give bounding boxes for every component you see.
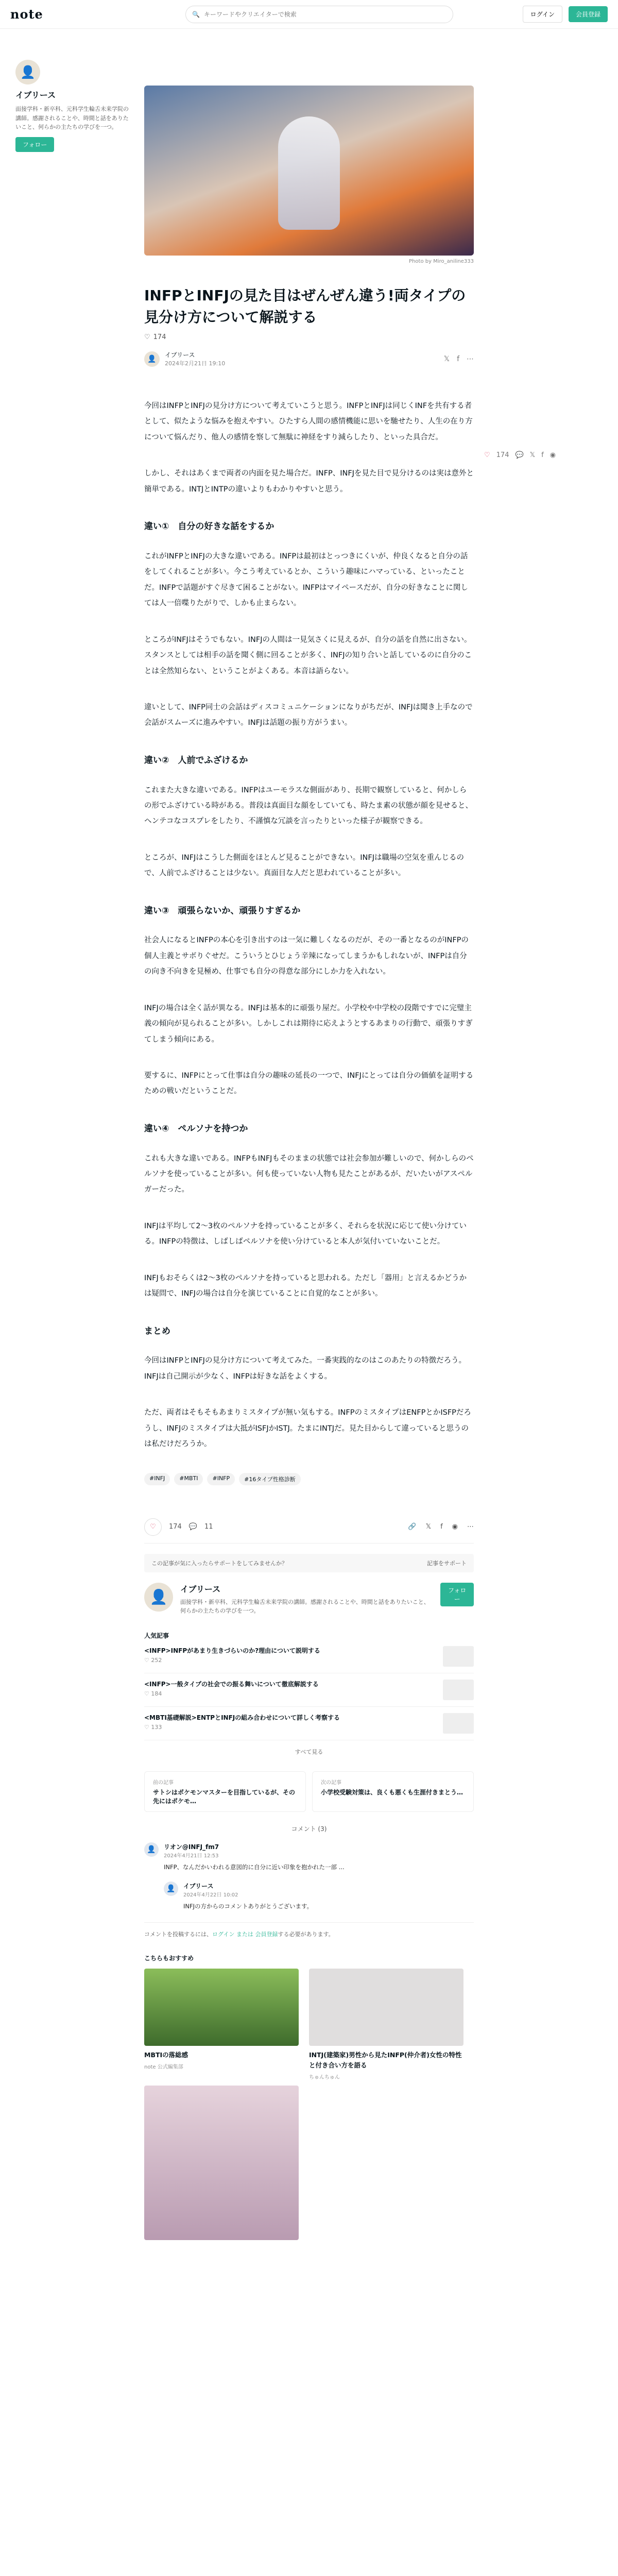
hero-image bbox=[144, 86, 474, 256]
logo[interactable]: note bbox=[10, 7, 43, 22]
meta-author[interactable]: イブリース bbox=[165, 351, 195, 359]
heart-icon: ♡ bbox=[150, 1523, 156, 1531]
facebook-share-icon[interactable]: f bbox=[440, 1523, 443, 1531]
login-button[interactable]: ログイン bbox=[523, 6, 562, 23]
paragraph: 違いとして、INFP同士の会話はディスコミュニケーションになりがちだが、INFJは聞き上手なので会話がスムーズに進みやすい。INFJは話題の振り方がうまい。 bbox=[144, 703, 473, 727]
article-pager bbox=[144, 1771, 474, 1812]
support-box bbox=[144, 1554, 474, 1572]
article-title: INFPとINFJの見た目はぜんぜん違う!両タイプの見分け方について解説する bbox=[144, 287, 466, 326]
support-text: この記事が気に入ったらサポートをしてみませんか？ bbox=[151, 1560, 287, 1567]
like-count: 174 bbox=[496, 451, 509, 459]
comment-date: 2024年4月22日 10:02 bbox=[183, 1892, 238, 1899]
paragraph: ところがINFJはそうでもない。INFJの人間は一見気さくに見えるが、自分の話を自然に出さない。スタンスとしては相手の話を聞く側に回ることが多く、INFJの知り合いと話しているのに自分のことは全然知らない、ということがよくある。本音は語らない。 bbox=[144, 635, 472, 675]
photo-credit[interactable]: Photo by Miro_aniline333 bbox=[409, 259, 474, 264]
login-note: コメントを投稿するには、ログイン または 会員登録する必要があります。 bbox=[144, 1922, 474, 1938]
recommended-card[interactable] bbox=[309, 1969, 464, 2240]
tag[interactable]: #MBTI bbox=[174, 1473, 203, 1485]
comment-text: INFJの方からのコメントありがとうございます。 bbox=[183, 1903, 313, 1910]
card-title[interactable]: MBTIの落総感 bbox=[144, 2051, 188, 2059]
profile-name[interactable]: イブリース bbox=[180, 1584, 221, 1594]
section-heading: 違い③ 頑張らないか、頑張りすぎるか bbox=[144, 905, 301, 916]
comment-icon[interactable]: 💬 bbox=[515, 451, 524, 459]
main-content bbox=[144, 29, 474, 2240]
x-share-icon[interactable]: 𝕏 bbox=[443, 354, 450, 363]
paragraph: これまた大きな違いである。INFPはユーモラスな側面があり、長期で観察していると、何かしらの形でふざけている時がある。普段は真面目な顔をしていても、時たま素の状態が顔を見せると、ヘンテコなコスプレをしたり、不謹慎な冗談を言ったりといった様子が観察できる。 bbox=[144, 786, 473, 826]
heart-icon[interactable]: ♡ bbox=[484, 451, 490, 459]
heart-icon: ♡ bbox=[144, 1690, 149, 1697]
avatar[interactable]: 👤 bbox=[164, 1882, 178, 1896]
link-icon[interactable]: 🔗 bbox=[408, 1523, 417, 1531]
heart-icon: ♡ bbox=[144, 1723, 149, 1731]
search-box[interactable] bbox=[185, 6, 453, 23]
tag[interactable]: #INFP bbox=[207, 1473, 235, 1485]
facebook-share-icon[interactable]: f bbox=[457, 354, 459, 363]
item-title[interactable]: <INFP>一般タイプの社会での振る舞いについて徹底解説する bbox=[144, 1680, 319, 1688]
tag[interactable]: #INFJ bbox=[144, 1473, 170, 1485]
paragraph: INFJの場合は全く話が異なる。INFJは基本的に頑張り屋だ。小学校や中学校の段階ですでに完璧主義の傾向が見られることが多い。しかしこれは期待に応えようとするあまりの行動で、頑張りすぎてしまう傾向にある。 bbox=[144, 1004, 473, 1044]
support-button[interactable]: 記事をサポート bbox=[427, 1560, 467, 1567]
card-author[interactable]: note 公式編集部 bbox=[144, 2064, 183, 2071]
comment-count: 11 bbox=[204, 1523, 213, 1531]
comment-author[interactable]: イブリース bbox=[183, 1883, 214, 1890]
line-share-icon[interactable]: ◉ bbox=[452, 1523, 458, 1531]
comment-reply bbox=[164, 1882, 474, 1912]
paragraph: 要するに、INFPにとって仕事は自分の趣味の延長の一つで、INFJにとっては自分の価値を証明するための戦いだということだ。 bbox=[144, 1072, 474, 1096]
section-heading: まとめ bbox=[144, 1326, 170, 1336]
thumbnail[interactable] bbox=[443, 1680, 474, 1700]
comment-author[interactable]: リオン@INFJ_fm7 bbox=[164, 1843, 219, 1851]
prev-article[interactable]: 前の記事 サトシはポケモンマスターを目指しているが、その先にはポケモ… bbox=[144, 1771, 306, 1812]
signup-button[interactable]: 会員登録 bbox=[569, 6, 608, 22]
facebook-share-icon[interactable]: f bbox=[541, 451, 544, 459]
avatar[interactable]: 👤 bbox=[15, 60, 40, 84]
recommended-title: こちらもおすすめ bbox=[144, 1955, 194, 1962]
card-author[interactable]: ちゅんちゅん bbox=[309, 2075, 340, 2081]
thumbnail[interactable] bbox=[309, 1969, 464, 2046]
article-body bbox=[144, 398, 474, 1452]
search-icon: 🔍 bbox=[192, 10, 200, 18]
like-button[interactable] bbox=[144, 1518, 162, 1536]
comment-date: 2024年4月21日 12:53 bbox=[164, 1853, 219, 1859]
recommended-card[interactable] bbox=[144, 1969, 299, 2240]
paragraph: ところが、INFJはこうした側面をほとんど見ることができない。INFJは職場の空気を重んじるので、人前でふざけることは少ない。真面目な人だと思われていることが多い。 bbox=[144, 853, 464, 878]
paragraph: これがINFPとINFJの大きな違いである。INFPは最初はとっつきにくいが、仲良くなると自分の話をしてくれることが多い。今こう考えているとか、こういう趣味にハマっている、といったことだ。INFPで話題がすぐ尽きて困ることがない。INFPはマイペースだが、自分の好きなことに関しては人一倍喋りたがりで、しかも止まらない。 bbox=[144, 552, 468, 608]
author-name[interactable]: イブリース bbox=[15, 90, 56, 100]
profile-bio: 面接学科・新卒科、元科学生輪舌未来学院の講師。感謝されることや、時間と話をありたいこと、何らかの主たちの学びを一つ。 bbox=[180, 1598, 430, 1615]
paragraph: INFJもおそらくは2〜3枚のペルソナを持っていると思われる。ただし「器用」と言えるかどうかは疑問で、INFJの場合は自分を演じていることに自覚的なことが多い。 bbox=[144, 1274, 467, 1298]
line-share-icon[interactable]: ◉ bbox=[550, 451, 556, 459]
heart-icon: ♡ bbox=[144, 1656, 149, 1664]
action-bar bbox=[144, 1511, 474, 1544]
more-icon[interactable]: ⋯ bbox=[467, 354, 474, 363]
more-icon[interactable]: ⋯ bbox=[467, 1523, 474, 1531]
popular-title: 人気記事 bbox=[144, 1632, 169, 1639]
comment-icon[interactable]: 💬 bbox=[188, 1523, 198, 1531]
avatar[interactable]: 👤 bbox=[144, 1583, 173, 1612]
meta-date: 2024年2月21日 19:10 bbox=[165, 360, 226, 367]
x-share-icon[interactable]: 𝕏 bbox=[529, 451, 536, 459]
paragraph: 社会人になるとINFPの本心を引き出すのは一気に難しくなるのだが、その一番となるのがINFPの個人主義とサボりぐせだ。こういうとひじょう辛辣になってしまうかもしれないが、INFPは自分の向き不向きを見極め、仕事でも自分の得意な部分にしか力を入れない。 bbox=[144, 936, 469, 976]
section-heading: 違い① 自分の好きな話をするか bbox=[144, 521, 274, 532]
item-title[interactable]: <INFP>INFPがあまり生きづらいのか?理由について説明する bbox=[144, 1647, 320, 1654]
recommended-grid bbox=[144, 1969, 474, 2240]
author-sidebar bbox=[0, 29, 144, 2240]
item-title[interactable]: <MBTI基礎解説>ENTPとINFJの組み合わせについて詳しく考察する bbox=[144, 1714, 340, 1721]
avatar[interactable]: 👤 bbox=[144, 1842, 159, 1857]
list-item[interactable]: <INFP>一般タイプの社会での振る舞いについて徹底解説する ♡ 184 bbox=[144, 1673, 474, 1707]
follow-button[interactable]: フォロー bbox=[440, 1583, 474, 1606]
card-title[interactable]: INTJ(建築家)男性から見たINFP(仲介者)女性の特性と付き合い方を語る bbox=[309, 2051, 462, 2070]
floating-action-bar bbox=[484, 451, 556, 459]
like-count: 174 bbox=[169, 1523, 182, 1531]
thumbnail[interactable] bbox=[144, 2086, 299, 2240]
section-heading: 違い④ ペルソナを持つか bbox=[144, 1123, 248, 1134]
avatar[interactable]: 👤 bbox=[144, 351, 160, 367]
comment bbox=[144, 1842, 474, 1873]
thumbnail[interactable] bbox=[443, 1713, 474, 1734]
paragraph: ただ、両者はそもそもあまりミスタイプが無い気もする。INFPのミスタイプはENFPとかISFPだろうし、INFJのミスタイプは大抵がISFJかISTJ。たまにINTJだ。見た目からして違っていると思うのは私だけだろうか。 bbox=[144, 1409, 471, 1449]
like-count: ♡ 174 bbox=[144, 333, 166, 341]
paragraph: 今回はINFPとINFJの見分け方について考えてみた。一番実践的なのはこのあたりの特徴だろう。INFJは自己開示が少なく、INFPは好きな話をよくする。 bbox=[144, 1357, 467, 1381]
comment-text: INFP、なんだかいわれる意図的に自分に近い印象を抱かれた一部 ... bbox=[164, 1863, 345, 1871]
next-article[interactable]: 次の記事 小学校受験対策は、良くも悪くも生涯付きまとう… bbox=[312, 1771, 474, 1812]
section-heading: 違い② 人前でふざけるか bbox=[144, 755, 248, 766]
follow-button[interactable]: フォロー bbox=[15, 137, 54, 152]
tag-list bbox=[144, 1473, 474, 1485]
paragraph: 今回はINFPとINFJの見分け方について考えていこうと思う。INFPとINFJは同じくINFを共有する者として、似たような悩みを抱えやすい。ひたすら人間の感情機能に思いを馳せたり、人生の在り方について悩んだり、他人の感情を察して無駄に神経をすり減らしたり、といった具合だ。 bbox=[144, 402, 473, 442]
thumbnail[interactable] bbox=[443, 1646, 474, 1667]
list-item[interactable]: <MBTI基礎解説>ENTPとINFJの組み合わせについて詳しく考察する ♡ 133 bbox=[144, 1707, 474, 1740]
see-all-link[interactable]: すべて見る bbox=[295, 1748, 323, 1755]
top-navigation bbox=[0, 0, 618, 29]
login-link[interactable]: ログイン または 会員登録 bbox=[212, 1931, 278, 1938]
search-input[interactable] bbox=[204, 11, 447, 18]
heart-icon[interactable]: ♡ bbox=[144, 333, 150, 341]
right-rail bbox=[474, 29, 618, 2240]
paragraph: INFJは平均して2〜3枚のペルソナを持っていることが多く、それらを状況に応じて使い分けている。INFPの特徴は、しばしばペルソナを使い分けていると本人が気付いていないことだ。 bbox=[144, 1222, 467, 1246]
paragraph: しかし、それはあくまで両者の内面を見た場合だ。INFP、INFJを見た目で見分けるのは実は意外と簡単である。INTJとINTPの違いよりもわかりやすいと思う。 bbox=[144, 469, 474, 494]
x-share-icon[interactable]: 𝕏 bbox=[425, 1523, 432, 1531]
author-bio: 面接学科・新卒科、元科学生輪舌未来学院の講師。感謝されることや、時間と話をありたいこと、何らかの主たちの学びを一つ。 bbox=[15, 106, 129, 131]
article-meta bbox=[144, 350, 474, 367]
paragraph: これも大きな違いである。INFPもINFJもそのままの状態では社会参加が難しいので、何かしらのペルソナを使っていることが多い。何も使っていない人物も見たことがあるが、だいたいがアスペルガーだった。 bbox=[144, 1154, 474, 1194]
comments-header: コメント (3) bbox=[291, 1825, 327, 1833]
author-profile-card bbox=[144, 1583, 474, 1616]
tag[interactable]: #16タイプ性格診断 bbox=[239, 1473, 301, 1485]
thumbnail[interactable] bbox=[144, 1969, 299, 2046]
list-item[interactable]: <INFP>INFPがあまり生きづらいのか?理由について説明する ♡ 252 bbox=[144, 1640, 474, 1673]
